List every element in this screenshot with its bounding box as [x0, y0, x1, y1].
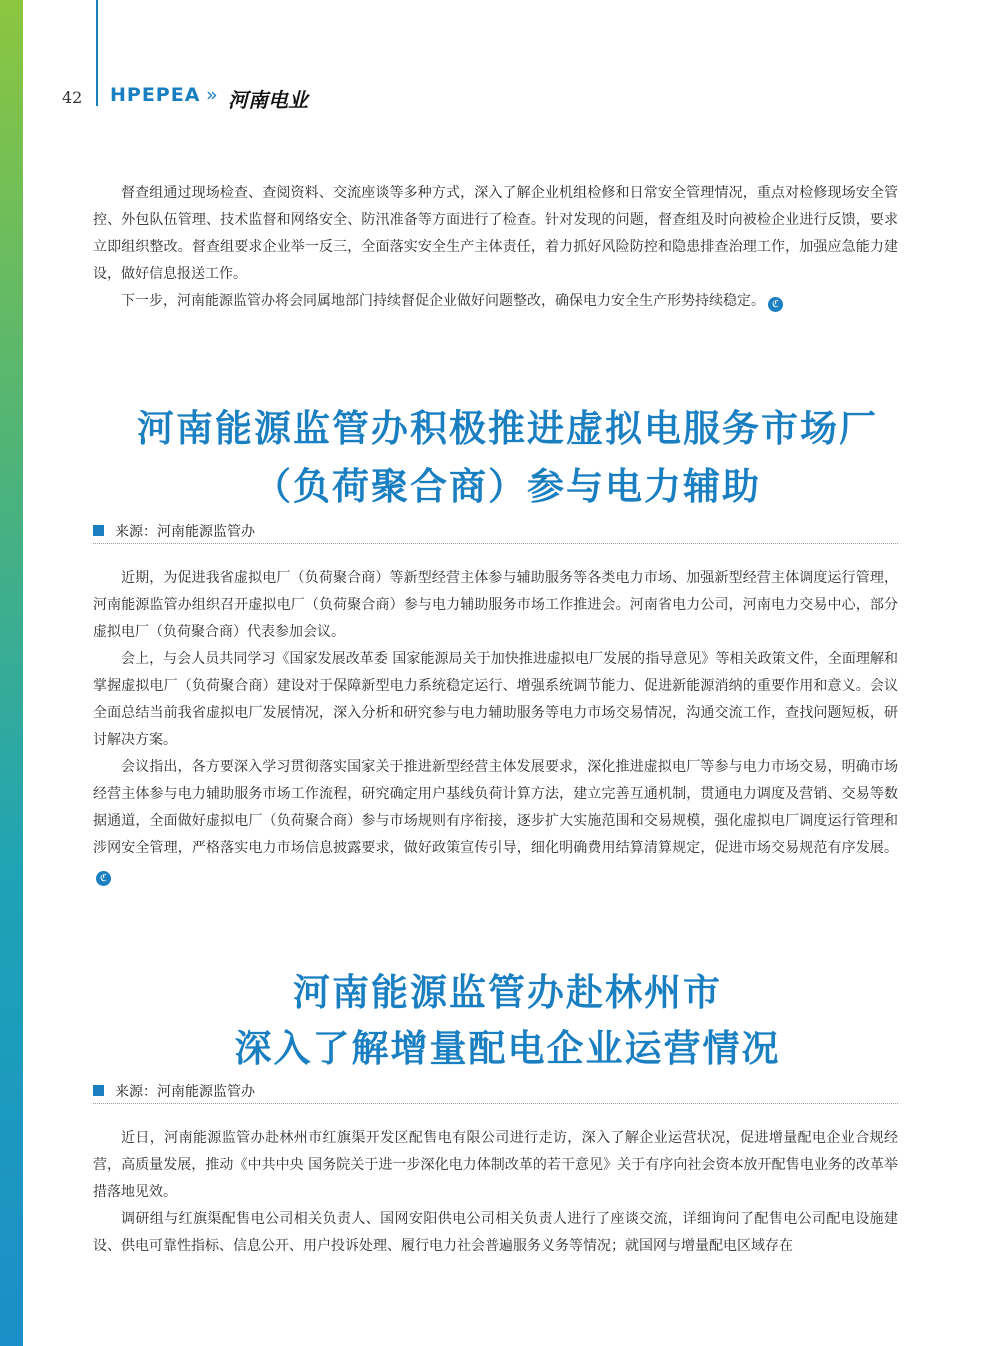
article2-source-text: 来源：河南能源监管办: [115, 1084, 255, 1100]
end-mark-icon: ℭ: [768, 297, 783, 312]
article1-source: [93, 521, 898, 544]
article1-paragraph-1: 近期，为促进我省虚拟电厂（负荷聚合商）等新型经营主体参与辅助服务等各类电力市场、加强新型经营主体调度运行管理，河南能源监管办组织召开虚拟电厂（负荷聚合商）参与电力辅助服务市场工作推进会。河南省电力公司，河南电力交易中心，部分虚拟电厂（负荷聚合商）代表参加会议。: [93, 570, 898, 640]
article1-paragraph-3-text: 会议指出，各方要深入学习贯彻落实国家关于推进新型经营主体发展要求，深化推进虚拟电厂等参与电力市场交易，明确市场经营主体参与电力辅助服务市场工作流程，研究确定用户基线负荷计算方法，建立完善互通机制，贯通电力调度及营销、交易等数据通道，全面做好虚拟电厂（负荷聚合商）参与市场规则有序衔接，逐步扩大实施范围和交易规模，强化虚拟电厂调度运行管理和涉网安全管理，严格落实电力市场信息披露要求，做好政策宣传引导，细化明确费用结算清算规定，促进市场交易规范有序发展。: [93, 759, 898, 856]
header-rule: [96, 0, 98, 106]
header-separator: »: [206, 84, 218, 106]
section1-paragraph-2-text: 下一步，河南能源监管办将会同属地部门持续督促企业做好问题整改，确保电力安全生产形势持续稳定。: [121, 293, 765, 309]
section1-paragraph-1: 督查组通过现场检查、查阅资料、交流座谈等多种方式，深入了解企业机组检修和日常安全管理情况，重点对检修现场安全管控、外包队伍管理、技术监督和网络安全、防汛准备等方面进行了检查。针对发现的问题，督查组及时向被检企业进行反馈，要求立即组织整改。督查组要求企业举一反三，全面落实安全生产主体责任，着力抓好风险防控和隐患排查治理工作，加强应急能力建设，做好信息报送工作。: [93, 185, 898, 282]
article2-source: [93, 1081, 898, 1104]
side-color-bar: [0, 0, 23, 1346]
article2-title-line2: 深入了解增量配电企业运营情况: [234, 1026, 781, 1070]
article2-paragraph-1: 近日，河南能源监管办赴林州市红旗渠开发区配售电有限公司进行走访，深入了解企业运营状况，促进增量配电企业合规经营，高质量发展，推动《中共中央 国务院关于进一步深化电力体制改革的若干意见》关于有序向社会资本放开配售电业务的改革举措落地见效。: [93, 1130, 898, 1200]
section1-paragraph-2: [93, 288, 898, 315]
article1-source-text: 来源：河南能源监管办: [115, 524, 255, 540]
article2-paragraph-2: 调研组与红旗渠配售电公司相关负责人、国网安阳供电公司相关负责人进行了座谈交流，详细询问了配售电公司配电设施建设、供电可靠性指标、信息公开、用户投诉处理、履行电力社会普遍服务义务等情况；就国网与增量配电区域存在: [93, 1211, 898, 1254]
page-number: 42: [62, 88, 83, 107]
source-square-icon: [93, 1085, 104, 1096]
magazine-logo: HPEPEA: [110, 84, 201, 106]
article2-title-line1: 河南能源监管办赴林州市: [293, 970, 722, 1014]
article1-title-line1: 河南能源监管办积极推进虚拟电服务市场厂: [137, 406, 878, 450]
article1-title-line2: （负荷聚合商）参与电力辅助: [254, 464, 761, 508]
article1-paragraph-3: [93, 754, 898, 889]
end-mark-icon: ℭ: [96, 871, 111, 886]
magazine-name: 河南电业: [228, 88, 308, 112]
source-square-icon: [93, 525, 104, 536]
article1-paragraph-2: 会上，与会人员共同学习《国家发展改革委 国家能源局关于加快推进虚拟电厂发展的指导意见》等相关政策文件，全面理解和掌握虚拟电厂（负荷聚合商）建设对于保障新型电力系统稳定运行、增强系统调节能力、促进新能源消纳的重要作用和意义。会议全面总结当前我省虚拟电厂发展情况，深入分析和研究参与电力辅助服务等电力市场交易情况，沟通交流工作，查找问题短板，研讨解决方案。: [93, 651, 898, 748]
